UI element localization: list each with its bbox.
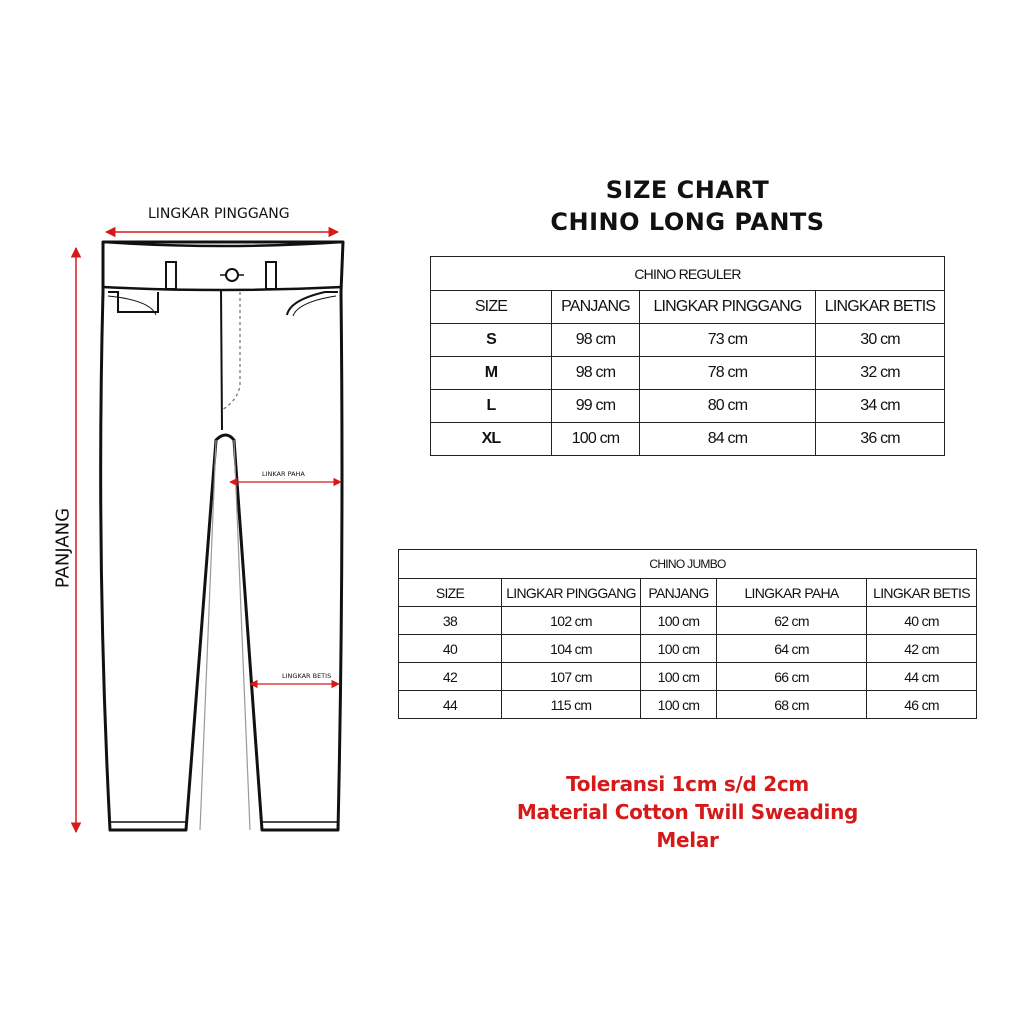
stretch-note: Melar bbox=[656, 828, 719, 852]
table-cell: 78 cm bbox=[640, 357, 816, 390]
table-cell: 34 cm bbox=[816, 390, 945, 423]
table-cell: 68 cm bbox=[717, 691, 867, 719]
table-cell: 40 cm bbox=[867, 607, 977, 635]
reguler-caption: CHINO REGULER bbox=[431, 257, 945, 291]
size-cell: XL bbox=[431, 423, 552, 456]
title-line-2: CHINO LONG PANTS bbox=[550, 208, 825, 236]
table-cell: 100 cm bbox=[641, 691, 717, 719]
table-row bbox=[431, 390, 945, 423]
waist-label: LINGKAR PINGGANG bbox=[148, 206, 290, 222]
table-cell: 115 cm bbox=[502, 691, 641, 719]
table-cell: 98 cm bbox=[552, 324, 640, 357]
table-cell: 100 cm bbox=[641, 607, 717, 635]
table-cell: 100 cm bbox=[641, 635, 717, 663]
table-cell: 30 cm bbox=[816, 324, 945, 357]
table-cell: 84 cm bbox=[640, 423, 816, 456]
table-cell: 107 cm bbox=[502, 663, 641, 691]
table-cell: 62 cm bbox=[717, 607, 867, 635]
table-cell: 36 cm bbox=[816, 423, 945, 456]
calf-label: LINGKAR BETIS bbox=[282, 672, 332, 680]
size-cell: S bbox=[431, 324, 552, 357]
table-cell: 46 cm bbox=[867, 691, 977, 719]
table-cell: 99 cm bbox=[552, 390, 640, 423]
title-line-1: SIZE CHART bbox=[605, 176, 770, 204]
size-cell: 44 bbox=[399, 691, 502, 719]
header-cell: LINGKAR PAHA bbox=[717, 579, 867, 607]
header-cell: SIZE bbox=[431, 291, 552, 324]
header-cell: SIZE bbox=[399, 579, 502, 607]
table-cell: 32 cm bbox=[816, 357, 945, 390]
table-row bbox=[399, 607, 977, 635]
size-cell: 40 bbox=[399, 635, 502, 663]
table-cell: 73 cm bbox=[640, 324, 816, 357]
material-note: Material Cotton Twill Sweading bbox=[516, 800, 859, 824]
header-cell: LINGKAR BETIS bbox=[816, 291, 945, 324]
table-cell: 98 cm bbox=[552, 357, 640, 390]
size-cell: 42 bbox=[399, 663, 502, 691]
header-cell: LINGKAR BETIS bbox=[867, 579, 977, 607]
table-cell: 100 cm bbox=[552, 423, 640, 456]
size-cell: L bbox=[431, 390, 552, 423]
reguler-size-table bbox=[430, 256, 945, 456]
jumbo-size-table bbox=[398, 549, 977, 719]
table-row bbox=[399, 691, 977, 719]
table-cell: 64 cm bbox=[717, 635, 867, 663]
table-cell: 100 cm bbox=[641, 663, 717, 691]
table-cell: 66 cm bbox=[717, 663, 867, 691]
table-cell: 42 cm bbox=[867, 635, 977, 663]
table-row bbox=[399, 635, 977, 663]
table-cell: 80 cm bbox=[640, 390, 816, 423]
thigh-label: LINKAR PAHA bbox=[262, 470, 305, 478]
table-row bbox=[431, 357, 945, 390]
table-cell: 44 cm bbox=[867, 663, 977, 691]
size-cell: 38 bbox=[399, 607, 502, 635]
header-cell: PANJANG bbox=[552, 291, 640, 324]
table-cell: 102 cm bbox=[502, 607, 641, 635]
header-cell: LINGKAR PINGGANG bbox=[502, 579, 641, 607]
table-row bbox=[399, 663, 977, 691]
header-cell: PANJANG bbox=[641, 579, 717, 607]
table-cell: 104 cm bbox=[502, 635, 641, 663]
table-row bbox=[431, 423, 945, 456]
reguler-header-row bbox=[431, 291, 945, 324]
header-cell: LINGKAR PINGGANG bbox=[640, 291, 816, 324]
table-row bbox=[431, 324, 945, 357]
jumbo-caption: CHINO JUMBO bbox=[399, 550, 977, 579]
size-cell: M bbox=[431, 357, 552, 390]
jumbo-header-row bbox=[399, 579, 977, 607]
tolerance-note: Toleransi 1cm s/d 2cm bbox=[566, 772, 809, 796]
length-label: PANJANG bbox=[52, 507, 74, 589]
